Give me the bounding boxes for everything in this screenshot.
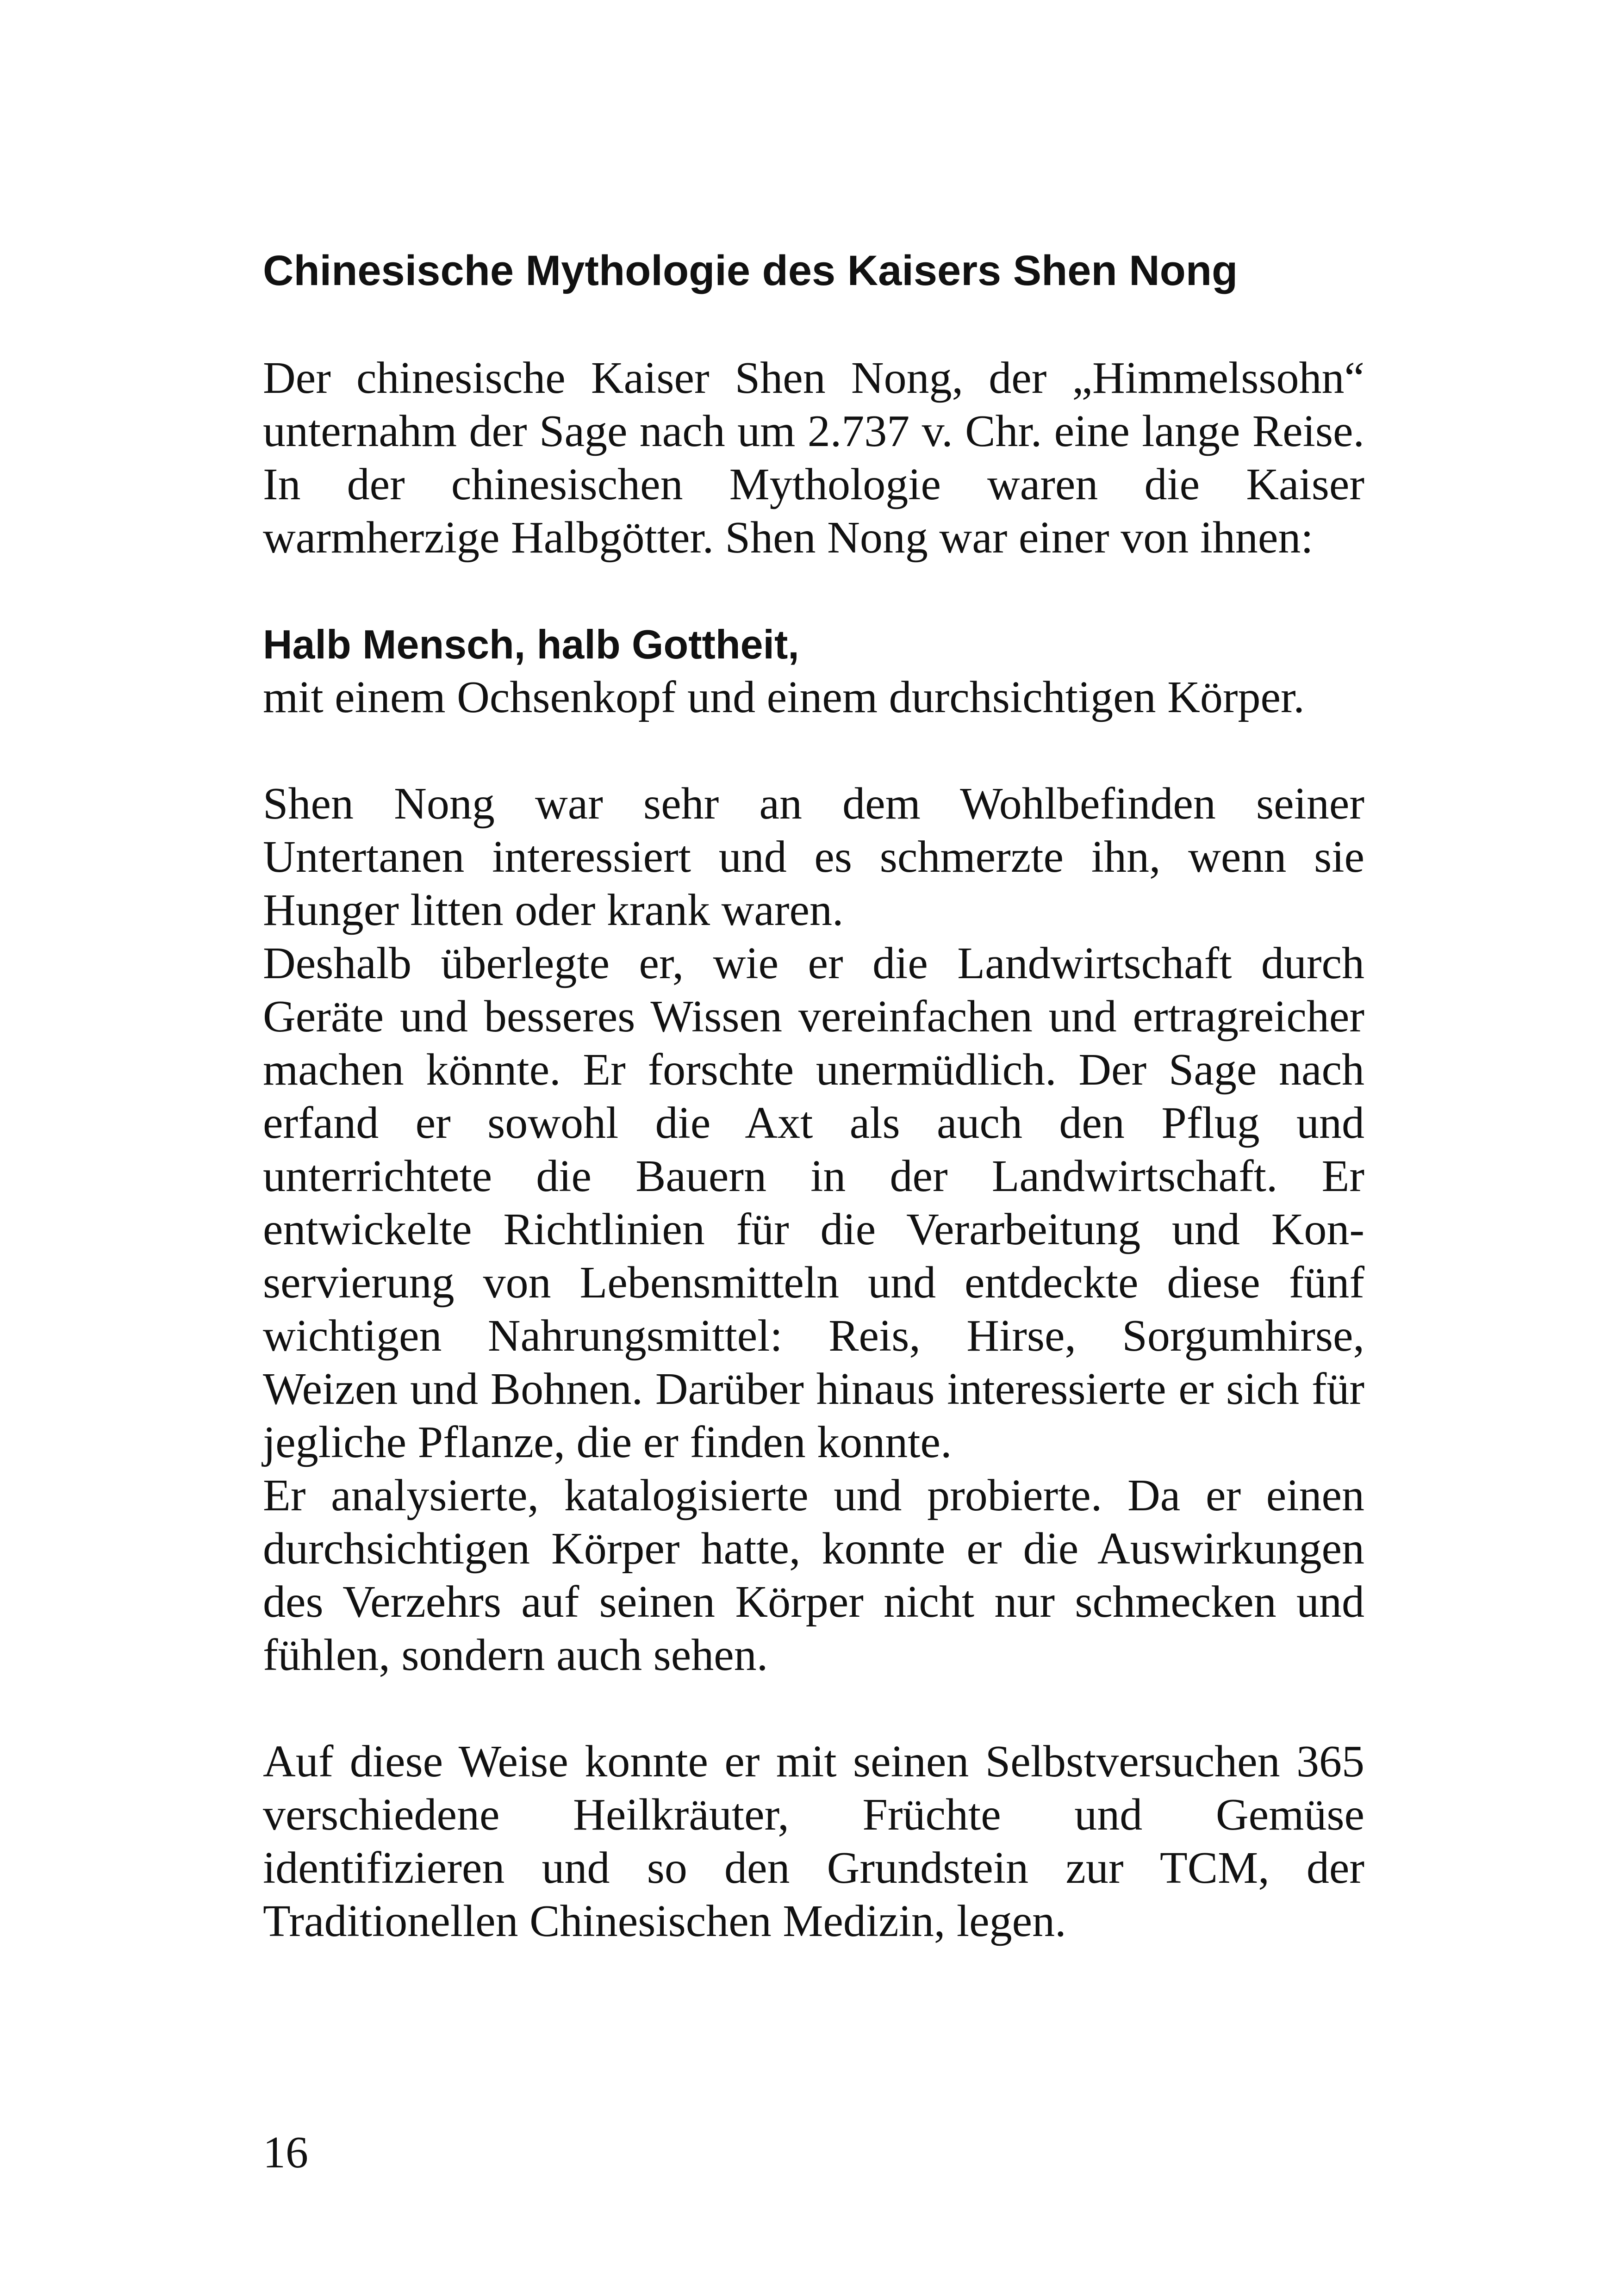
page-title: Chinesische Mythologie des Kaisers Shen Nong — [263, 247, 1238, 294]
paragraph-analysis: Er analysierte, katalogisierte und probierte. Da er einen durchsichtigen Körper hatte, konnte er die Auswirkungen des Verzehrs auf seinen Körper nicht nur schmecken und fühlen, sondern auch sehen. — [263, 1471, 1364, 1680]
paragraph-tcm: Auf diese Weise konnte er mit seinen Selbstversuchen 365 verschiedene Heilkräuter, Früchte und Gemüse identifizieren und so den Grundstein zur TCM, der Traditionellen Chinesischen Medizin, legen. — [263, 1737, 1364, 1946]
spacer — [263, 724, 1364, 777]
spacer — [263, 301, 1364, 352]
paragraph-welfare: Shen Nong war sehr an dem Wohlbefinden seiner Untertanen interessiert und es schmerzte ihn, wenn sie Hunger litten oder krank waren. — [263, 779, 1364, 935]
spacer — [263, 1682, 1364, 1735]
subheading-line: mit einem Ochsenkopf und einem durchsichtigen Körper. — [263, 672, 1305, 722]
paragraph-agriculture: Deshalb überlegte er, wie er die Landwirtschaft durch Geräte und besseres Wissen vereinfachen und ertragreicher machen könnte. Er forschte unermüdlich. Der Sage nach erfand er sowohl die Axt als auch den Pflug und unterrichtete die Bauern in der Landwirtschaft. Er entwickelte Richtlinien für die Verarbeitung und Konservierung von Lebensmitteln und entdeckte diese fünf wichtigen Nahrungsmittel: Reis, Hirse, Sorgumhirse, Weizen und Bohnen. Darüber hinaus interessierte er sich für jegliche Pflanze, die er finden konnte. — [263, 938, 1364, 1467]
subheading: Halb Mensch, halb Gottheit, — [263, 621, 799, 667]
page-body — [263, 241, 1364, 1948]
spacer — [263, 565, 1364, 618]
page-number: 16 — [263, 2128, 308, 2178]
paragraph-intro: Der chinesische Kaiser Shen Nong, der „Himmelssohn“ unternahm der Sage nach um 2.737 v. Chr. eine lange Reise. In der chinesischen Mythologie waren die Kaiser warmherzige Halbgötter. Shen Nong war einer von ihnen: — [263, 353, 1364, 563]
